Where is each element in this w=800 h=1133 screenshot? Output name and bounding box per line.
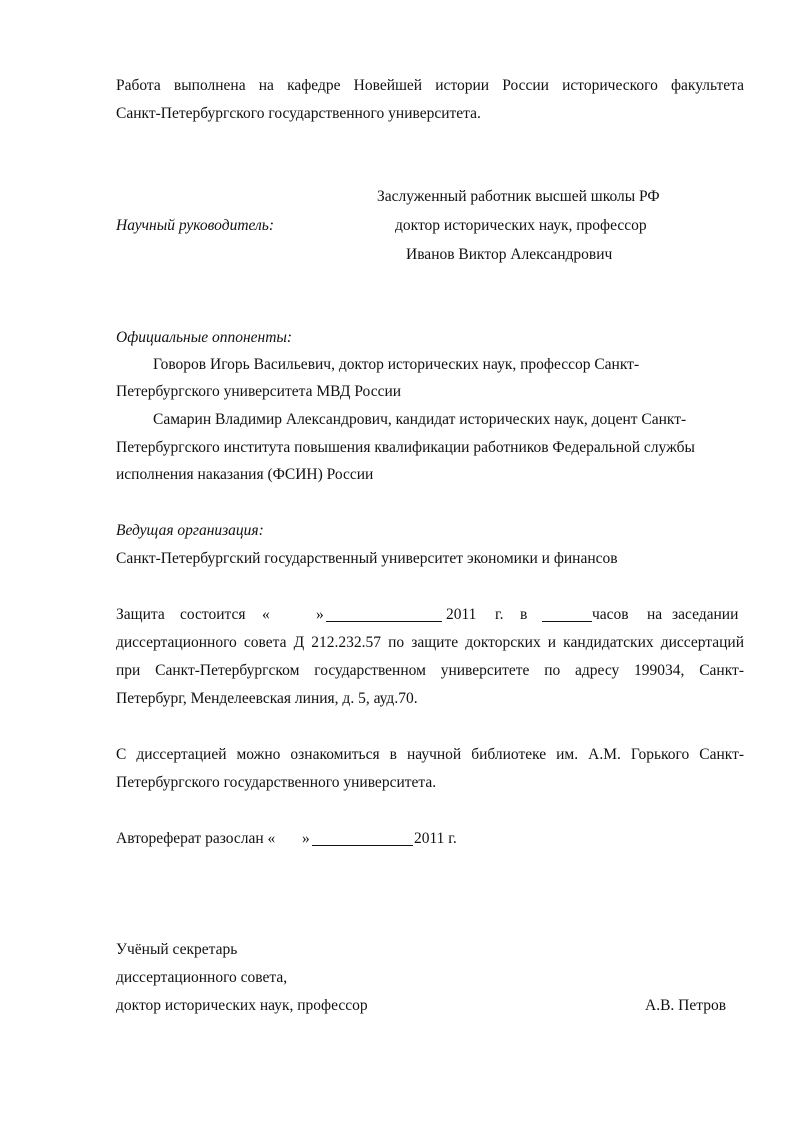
opponent-1-line-2: Петербургского университета МВД России <box>116 383 402 400</box>
abstract-date-blank <box>312 831 413 846</box>
library-line-2: Петербургского государственного университета. <box>116 774 437 791</box>
abstract-prefix: Автореферат разослан « <box>116 830 276 847</box>
supervisor-label: Научный руководитель: <box>116 217 274 234</box>
intro-line-2: Санкт-Петербургского государственного университета. <box>116 105 481 122</box>
date-blank <box>326 607 442 622</box>
lead-org-name: Санкт-Петербургский государственный университет экономики и финансов <box>116 550 618 567</box>
opponent-2-line-2: Петербургского института повышения квалификации работников Федеральной службы <box>116 439 695 456</box>
opponent-2-line-1: Самарин Владимир Александрович, кандидат исторических наук, доцент Санкт- <box>153 411 687 428</box>
hours-blank <box>542 607 592 622</box>
opponents-label: Официальные оппоненты: <box>116 329 293 346</box>
opponent-1-line-1: Говоров Игорь Васильевич, доктор исторических наук, профессор Санкт- <box>153 356 640 373</box>
secretary-line-3: доктор исторических наук, профессор <box>116 997 368 1014</box>
intro-line-1: Работа выполнена на кафедре Новейшей истории России исторического факультета <box>116 77 744 94</box>
defense-word: Защита <box>116 606 165 623</box>
supervisor-title-1: Заслуженный работник высшей школы РФ <box>377 188 660 205</box>
secretary-line-1: Учёный секретарь <box>116 941 238 958</box>
defense-word: часов <box>592 606 629 623</box>
defense-line-2: диссертационного совета Д 212.232.57 по защите докторских и кандидатских диссертаций <box>116 634 744 651</box>
library-line-1: С диссертацией можно ознакомиться в научной библиотеке им. А.М. Горького Санкт- <box>116 746 744 763</box>
opponent-2-line-3: исполнения наказания (ФСИН) России <box>116 466 374 483</box>
supervisor-title-2: доктор исторических наук, профессор <box>395 217 647 234</box>
defense-word: » <box>316 606 324 623</box>
abstract-quote-close: » <box>302 830 310 847</box>
defense-word: « <box>262 606 270 623</box>
defense-line-4: Петербург, Менделеевская линия, д. 5, ауд.70. <box>116 690 418 707</box>
secretary-name: А.В. Петров <box>645 997 727 1014</box>
defense-word: 2011 <box>446 606 477 623</box>
secretary-line-2: диссертационного совета, <box>116 969 288 986</box>
defense-word: в <box>520 606 528 623</box>
abstract-suffix: 2011 г. <box>414 830 457 847</box>
defense-line-3: при Санкт-Петербургском государственном университете по адресу 199034, Санкт- <box>116 662 744 679</box>
defense-word: заседании <box>672 606 739 623</box>
defense-word: г. <box>495 606 504 623</box>
lead-org-label: Ведущая организация: <box>116 522 264 539</box>
defense-word: состоится <box>180 606 246 623</box>
defense-word: на <box>647 606 663 623</box>
supervisor-name: Иванов Виктор Александрович <box>406 246 613 263</box>
